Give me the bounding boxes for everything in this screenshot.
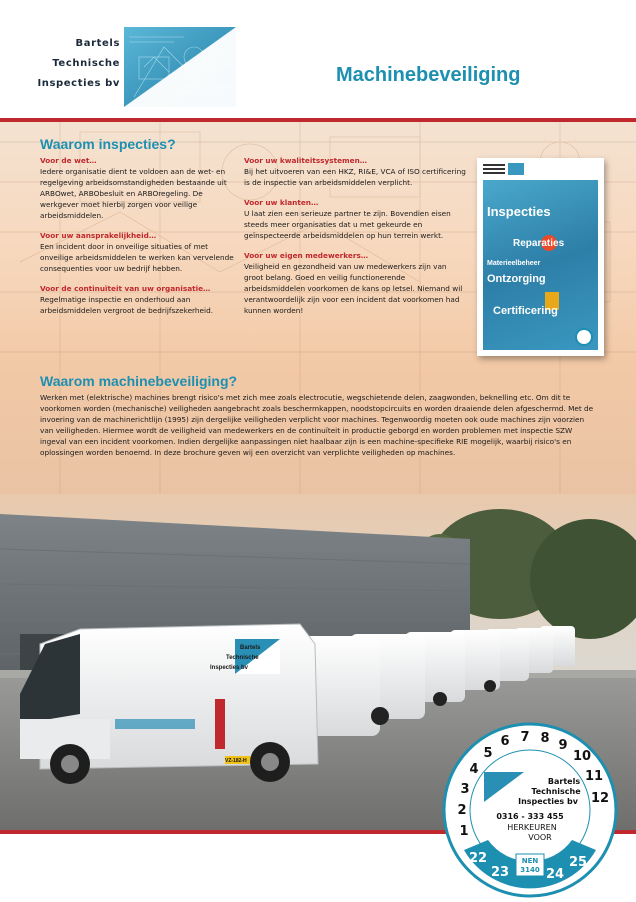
column-right [244, 155, 466, 325]
brochure-logo [483, 162, 543, 176]
sticker-month-6: 6 [500, 734, 510, 749]
section-heading-machinebeveiliging: Waarom machinebeveiliging? [40, 373, 238, 389]
paragraph-klanten: U laat zien een serieuze partner te zijn. Bovendien eisen steeds meer organisaties dat u met gekeurde en geïnspecteerde arbeidsmiddelen op hun terrein werkt. [244, 209, 451, 240]
sticker-year-23: 23 [490, 865, 510, 880]
paragraph-kwaliteitssystemen: Bij het uitvoeren van een HKZ, RI&E, VCA of ISO certificering is de inspectie van arbeidsmiddelen verplicht. [244, 167, 466, 187]
subheading-medewerkers: Voor uw eigen medewerkers… [244, 251, 369, 260]
column-left [40, 155, 238, 325]
sticker-month-1: 1 [459, 824, 469, 839]
paragraph-medewerkers: Veiligheid en gezondheid van uw medewerkers zijn van groot belang. Goed en veilig functionerende arbeidsmiddelen voorkomen de kans op letsel. Niemand wil verantwoordelijk zijn voor een incident dat voorkomen had kunnen worden! [244, 262, 463, 315]
brochure-word-materieelbeheer: Materieelbeheer [487, 260, 541, 267]
paragraph-wet: Iedere organisatie dient te voldoen aan de wet- en regelgeving arbeidsomstandigheden bestaande uit ARBOwet, ARBObesluit en ARBOregeling. De werkgever moet hierbij zorgen voor veilige arbeidsmiddelen. [40, 167, 227, 220]
subheading-aansprakelijkheid: Voor uw aansprakelijkheid… [40, 231, 157, 240]
sticker-nen-number: 3140 [520, 866, 540, 874]
sticker-month-3: 3 [460, 782, 470, 797]
brochure-word-ontzorging: Ontzorging [487, 273, 546, 285]
logo-line-2: Technische [52, 58, 120, 69]
company-logo-text [30, 34, 120, 94]
sticker-month-8: 8 [540, 731, 550, 746]
van-logo-line-1: Bartels [240, 645, 261, 651]
van-logo-line-2: Technische [226, 655, 259, 661]
sticker-month-11: 11 [584, 769, 604, 784]
sticker-month-9: 9 [558, 738, 568, 753]
sticker-month-4: 4 [469, 762, 479, 777]
brochure-word-reparaties: Reparaties [513, 238, 565, 249]
sticker-phone: 0316 - 333 455 [496, 812, 564, 821]
sticker-month-2: 2 [457, 803, 467, 818]
brochure-word-inspecties: Inspecties [487, 204, 551, 219]
sticker-herkeuren: HERKEUREN [507, 823, 557, 832]
section-heading-inspecties: Waarom inspecties? [40, 136, 176, 152]
brochure-sticker-graphic [575, 328, 593, 346]
van-logo-line-3: Inspecties bv [210, 665, 249, 671]
logo-line-1: Bartels [75, 38, 120, 49]
inspection-sticker [442, 722, 618, 898]
sticker-logo-line-2: Technische [531, 787, 581, 796]
sticker-year-24: 24 [545, 867, 565, 882]
paragraph-continuiteit: Regelmatige inspectie en onderhoud aan arbeidsmiddelen vergroot de bedrijfszekerheid. [40, 295, 214, 315]
paragraph-aansprakelijkheid: Een incident door in onveilige situaties of met onveilige arbeidsmiddelen te werken kan vervelende consequenties voor uw bedrijf hebben. [40, 242, 234, 273]
sticker-logo-line-3: Inspecties bv [518, 797, 578, 806]
sticker-month-12: 12 [590, 791, 610, 806]
subheading-klanten: Voor uw klanten… [244, 198, 319, 207]
sticker-year-22: 22 [468, 851, 488, 866]
subheading-continuiteit: Voor de continuïteit van uw organisatie… [40, 284, 211, 293]
front-van [20, 624, 318, 784]
sticker-month-10: 10 [572, 749, 592, 764]
sticker-year-25: 25 [568, 855, 588, 870]
sticker-voor: VOOR [528, 833, 552, 842]
sticker-month-5: 5 [483, 746, 493, 761]
brochure-word-certificering: Certificering [493, 305, 558, 317]
subheading-wet: Voor de wet… [40, 156, 97, 165]
header [0, 0, 636, 118]
company-logo-image [124, 27, 236, 107]
machinebeveiliging-paragraph: Werken met (elektrische) machines brengt risico's met zich mee zoals electrocutie, wegschietende delen, zaagwonden, beknelling etc. Om dit te voorkomen worden (mechanische) veiligheden aangebracht zoals beschermkappen, noodstopcircuits en worden draaiende delen afgeschermd. Met de invoering van de machinerichtlijn (1995) zijn dergelijke veiligheden verplicht voor machines. Tegenwoordig moeten ook oude machines zijn voorzien van veiligheden. Hiermee wordt de veiligheid van medewerkers en de continuïteit in productie geborgd en worden problemen met inspectie SZW ingeval van een incident voorkomen. Indien dergelijke aanpassingen niet haalbaar zijn is een machine-specifieke RIE mogelijk, waarbij risico's en oplossingen worden benoemd. In deze brochure geven wij een overzicht van verplichte veiligheden op machines. [40, 393, 594, 457]
sticker-month-7: 7 [520, 730, 530, 745]
page-title: Machinebeveiliging [336, 64, 521, 86]
subheading-kwaliteitssystemen: Voor uw kwaliteitssystemen… [244, 156, 368, 165]
brochure-cover-image [477, 158, 604, 356]
sticker-nen-label: NEN [521, 857, 539, 865]
logo-line-3: Inspecties bv [37, 78, 120, 89]
brochure-cover-photo [483, 180, 598, 350]
sticker-logo-line-1: Bartels [547, 777, 581, 786]
van-license-plate: VZ-182-H [225, 758, 247, 764]
